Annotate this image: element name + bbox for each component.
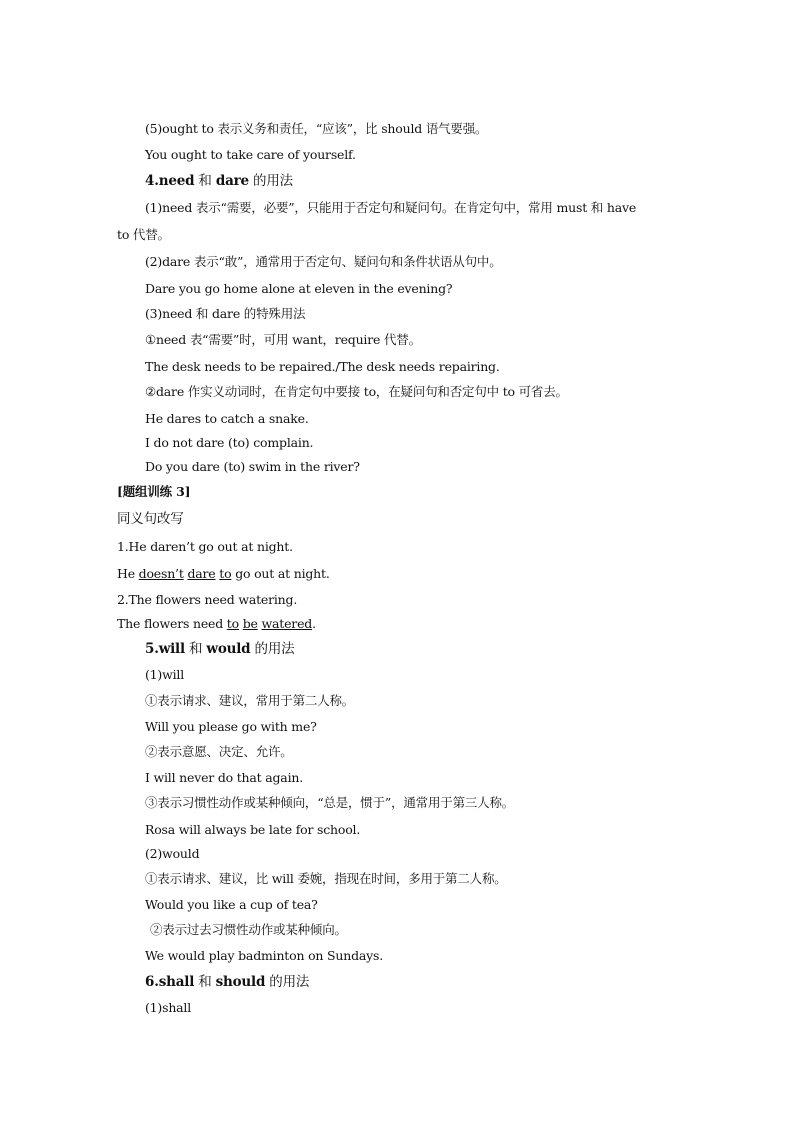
- dare-example-2: I do not dare (to) complain.: [145, 435, 314, 450]
- keyword-dare: dare: [215, 173, 249, 189]
- will-example-1: Will you please go with me?: [145, 719, 317, 734]
- need-special-example: The desk needs to be repaired./The desk needs repairing.: [145, 359, 500, 374]
- keyword-would: would: [206, 641, 251, 657]
- would-example-2: We would play badminton on Sundays.: [145, 948, 383, 963]
- answer-text: .: [312, 616, 316, 631]
- would-subheading: (2)would: [145, 846, 200, 861]
- special-usage-heading: (3)need 和 dare 的特殊用法: [145, 306, 306, 321]
- drill-title: 同义句改写: [117, 511, 184, 527]
- drill-question-1: 1.He daren’t go out at night.: [117, 539, 293, 554]
- dare-rule: (2)dare 表示“敢”，通常用于否定句、疑问句和条件状语从句中。: [145, 254, 502, 269]
- drill-answer-1: [117, 566, 330, 582]
- answer-blank-3: to: [219, 566, 232, 581]
- ought-to-example: You ought to take care of yourself.: [145, 147, 356, 162]
- dare-example-1: He dares to catch a snake.: [145, 411, 309, 426]
- keyword-need: need: [158, 173, 195, 189]
- section-number: 5.: [145, 641, 159, 657]
- will-rule-2: ②表示意愿、决定、允许。: [145, 744, 293, 759]
- keyword-will: will: [158, 641, 185, 657]
- conjunction: 和: [194, 974, 216, 990]
- drill-header: [题组训练 3]: [117, 484, 191, 499]
- dare-example: Dare you go home alone at eleven in the evening?: [145, 281, 453, 296]
- dare-example-3: Do you dare (to) swim in the river?: [145, 459, 360, 474]
- answer-text: go out at night.: [231, 566, 330, 581]
- dare-special-rule: ②dare 作实义动词时，在肯定句中要接 to，在疑问句和否定句中 to 可省去。: [145, 384, 568, 399]
- answer-blank-2: dare: [187, 566, 216, 581]
- will-example-3: Rosa will always be late for school.: [145, 822, 361, 837]
- answer-blank-3: watered: [261, 616, 313, 631]
- answer-blank-1: doesn’t: [138, 566, 184, 581]
- section-4-heading: [145, 173, 293, 189]
- keyword-should: should: [215, 974, 266, 990]
- heading-suffix: 的用法: [250, 641, 295, 657]
- answer-blank-1: to: [226, 616, 239, 631]
- drill-question-2: 2.The flowers need watering.: [117, 592, 298, 607]
- answer-text: He: [117, 566, 139, 581]
- will-rule-1: ①表示请求、建议，常用于第二人称。: [145, 693, 355, 708]
- need-rule-line1: (1)need 表示“需要，必要”，只能用于否定句和疑问句。在肯定句中，常用 must 和 have: [145, 200, 637, 215]
- would-rule-2: ②表示过去习惯性动作或某种倾向。: [150, 922, 347, 937]
- drill-answer-2: [117, 616, 316, 632]
- answer-blank-2: be: [242, 616, 258, 631]
- section-5-heading: [145, 641, 294, 657]
- heading-suffix: 的用法: [265, 974, 310, 990]
- will-rule-3: ③表示习惯性动作或某种倾向，“总是，惯于”，通常用于第三人称。: [145, 795, 515, 810]
- will-subheading: (1)will: [145, 667, 184, 682]
- need-rule-line2: to 代替。: [117, 227, 170, 242]
- need-special-rule: ①need 表“需要”时，可用 want，require 代替。: [145, 332, 421, 347]
- section-number: 6.: [145, 974, 159, 990]
- section-6-heading: [145, 974, 309, 990]
- would-example-1: Would you like a cup of tea?: [145, 897, 318, 912]
- section-number: 4.: [145, 173, 159, 189]
- will-example-2: I will never do that again.: [145, 770, 303, 785]
- ought-to-rule: (5)ought to 表示义务和责任，“应该”，比 should 语气要强。: [145, 121, 488, 136]
- heading-suffix: 的用法: [248, 173, 293, 189]
- conjunction: 和: [194, 173, 216, 189]
- answer-text: The flowers need: [117, 616, 227, 631]
- keyword-shall: shall: [158, 974, 195, 990]
- shall-subheading: (1)shall: [145, 1000, 192, 1015]
- conjunction: 和: [184, 641, 207, 657]
- would-rule-1: ①表示请求、建议，比 will 委婉，指现在时间，多用于第二人称。: [145, 871, 507, 886]
